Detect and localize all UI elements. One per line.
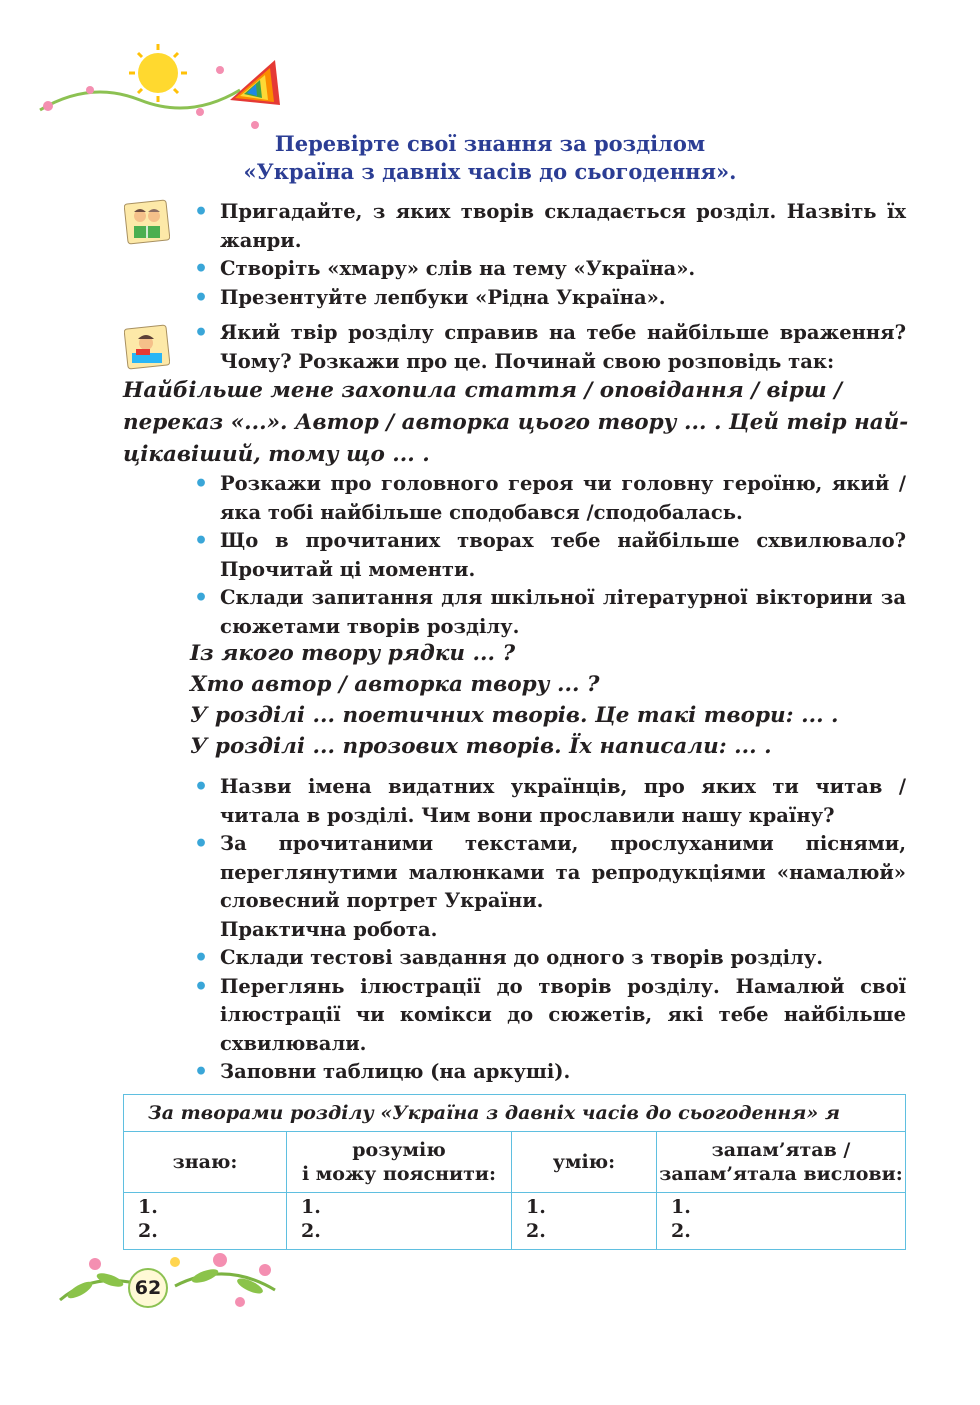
list-item: • За прочитаними текстами, прослуханими піснями, переглянутими малюнками та репродукціями «намалюй» словесний портрет України. Практична робота. [194, 831, 906, 941]
bullet-dot-icon: • [194, 199, 209, 225]
sun-rainbow-decoration [30, 40, 290, 135]
quiz-question-1: Із якого твору рядки ... ? [190, 641, 516, 666]
bullet-dot-icon: • [194, 471, 209, 497]
list-item: • Розкажи про головного героя чи головну героїню, який / яка тобі найбільше сподобався /сподобалась. [194, 471, 906, 524]
list-item: • Який твір розділу справив на тебе найбільше враження? Чому? Розкажи про це. Починай свою розповідь так: [194, 320, 906, 373]
bullet-group-1 [194, 198, 906, 312]
table-cell: 1. 2. [657, 1193, 906, 1250]
table-caption: За творами розділу «Україна з давніх часів до сьогодення» я [124, 1095, 906, 1132]
table-cell: 1. 2. [512, 1193, 657, 1250]
summary-table [123, 1094, 906, 1250]
bullet-dot-icon: • [194, 284, 209, 311]
bullet-group-2 [194, 319, 906, 376]
table-header-understand: розумію і можу пояснити: [287, 1132, 512, 1193]
quiz-question-3: У розділі ... поетичних творів. Це такі твори: ... . [190, 703, 839, 728]
child-writing-icon [124, 323, 170, 371]
list-item: • Склади тестові завдання до одного з творів розділу. [194, 945, 824, 971]
page-number: 62 [128, 1268, 168, 1308]
flower-border-decoration [55, 1250, 280, 1315]
table-cell: 1. 2. [124, 1193, 287, 1250]
bullet-group-3 [194, 470, 906, 641]
list-item: • Назви імена видатних українців, про яких ти читав / читала в розділі. Чим вони прославили нашу країну? [194, 774, 906, 827]
children-reading-icon [124, 198, 170, 246]
bullet-dot-icon: • [194, 945, 209, 971]
table-cell: 1. 2. [287, 1193, 512, 1250]
list-item: • Пригадайте, з яких творів складається розділ. Назвіть їх жанри. [194, 199, 906, 252]
list-item: • Переглянь ілюстрації до творів розділу. Намалюй свої ілюстрації чи комікси до сюжетів, які тебе найбільше схвилювали. [194, 973, 906, 1055]
bullet-group-4 [194, 773, 906, 1087]
list-item: • Заповни таблицю (на аркуші). [194, 1059, 571, 1085]
sample-line-2: переказ «...». Автор / авторка цього твору ... . Цей твір най- [123, 410, 909, 435]
list-item: • Презентуйте лепбуки «Рідна Україна». [194, 284, 666, 311]
bullet-dot-icon: • [194, 320, 209, 346]
bullet-dot-icon: • [194, 1059, 209, 1085]
bullet-dot-icon: • [194, 256, 209, 282]
table-header-know: знаю: [124, 1132, 287, 1193]
list-item: • Що в прочитаних творах тебе найбільше схвилювало? Прочитай ці моменти. [194, 528, 906, 581]
bullet-dot-icon: • [194, 528, 209, 554]
quiz-question-2: Хто автор / авторка твору ... ? [190, 672, 600, 697]
title-line-1: Перевірте свої знання за розділом [274, 131, 706, 156]
table-header-can: умію: [512, 1132, 657, 1193]
practical-work-label: Практична робота. [220, 917, 438, 941]
bullet-dot-icon: • [194, 831, 209, 857]
bullet-dot-icon: • [194, 973, 209, 1000]
sample-line-1: Найбільше мене захопила стаття / оповідання / вірш / [123, 378, 842, 403]
list-item: • Склади запитання для шкільної літературної вікторини за сюжетами творів розділу. [194, 585, 906, 638]
section-title [0, 130, 980, 186]
bullet-dot-icon: • [194, 585, 209, 611]
sample-line-3: цікавіший, тому що ... . [123, 442, 430, 467]
title-line-2: «Україна з давніх часів до сьогодення». [243, 159, 737, 184]
list-item: • Створіть «хмару» слів на тему «Україна». [194, 256, 696, 282]
table-header-remember: запам’ятав / запам’ятала вислови: [657, 1132, 906, 1193]
bullet-dot-icon: • [194, 774, 209, 800]
quiz-question-4: У розділі ... прозових творів. Їх написали: ... . [190, 734, 772, 759]
